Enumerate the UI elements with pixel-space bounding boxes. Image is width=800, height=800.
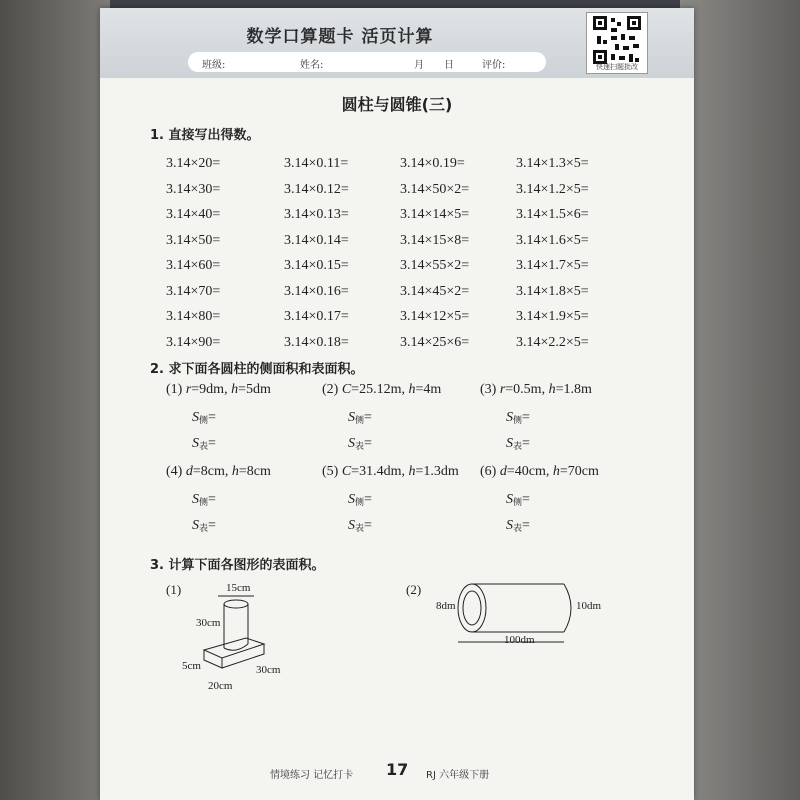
lateral-area-blank[interactable] — [506, 492, 530, 508]
cylinder-problem: (6) d=40cm, h=70cm — [480, 464, 599, 479]
cylinder-problem: (1) r=9dm, h=5dm — [166, 382, 271, 397]
qr-code-icon — [593, 16, 641, 64]
class-field-label: 班级: — [202, 60, 226, 71]
figure2-outer-diameter: 10dm — [576, 600, 602, 612]
equals-sign: = — [364, 410, 372, 425]
expression-item: 3.14×40= — [166, 207, 221, 222]
value-a: =31.4dm — [351, 464, 402, 479]
footer-left-text: 情境练习 记忆打卡 — [270, 770, 354, 781]
figure1-height: 30cm — [196, 617, 221, 629]
figure2-label: (2) — [406, 582, 422, 597]
area-subscript: 表 — [199, 442, 209, 452]
area-symbol: S — [506, 410, 513, 425]
expression-item: 3.14×15×8= — [400, 232, 470, 248]
footer-right-text: RJ 六年级下册 — [426, 770, 490, 781]
section2-heading: 2. 求下面各圆柱的侧面积和表面积。 — [150, 362, 364, 377]
area-subscript: 表 — [355, 442, 365, 452]
value-a: =9dm — [191, 382, 225, 397]
cylinder-problem: (4) d=8cm, h=8cm — [166, 464, 271, 479]
expression-item: 3.14×30= — [166, 181, 221, 197]
expression-item: 3.14×14×5= — [400, 207, 470, 222]
equals-sign: = — [522, 492, 530, 507]
equals-sign: = — [208, 436, 216, 451]
variable-b: h — [552, 464, 560, 479]
expression-item: 3.14×0.14= — [284, 232, 349, 248]
value-b: =1.3dm — [415, 464, 459, 479]
expression-item: 3.14×50×2= — [400, 181, 470, 197]
lesson-title: 圆柱与圆锥(三) — [341, 95, 453, 114]
expression-item: 3.14×70= — [166, 283, 221, 299]
section1-heading: 1. 直接写出得数。 — [150, 128, 260, 143]
evaluation-field-label: 评价: — [482, 60, 506, 71]
value-b: =1.8m — [555, 382, 592, 397]
figure2-length: 100dm — [504, 634, 535, 646]
expression-item: 3.14×12×5= — [400, 309, 470, 324]
student-info-bar — [188, 52, 546, 72]
variable-a: d — [499, 464, 507, 479]
expression-item: 3.14×0.12= — [284, 181, 349, 197]
expression-item: 3.14×1.9×5= — [516, 309, 589, 324]
expression-item: 3.14×0.16= — [284, 283, 349, 299]
lateral-area-blank[interactable] — [192, 410, 216, 426]
value-b: =8cm — [238, 464, 271, 479]
area-symbol: S — [506, 518, 513, 533]
equals-sign: = — [208, 518, 216, 533]
surface-area-blank[interactable] — [348, 518, 372, 534]
expression-item: 3.14×1.7×5= — [516, 258, 589, 273]
expression-item: 3.14×1.6×5= — [516, 232, 589, 248]
figure1-label: (1) — [166, 582, 182, 597]
surface-area-blank[interactable] — [192, 518, 216, 534]
area-symbol: S — [348, 492, 355, 507]
equals-sign: = — [522, 436, 530, 451]
expression-item: 3.14×20= — [166, 156, 221, 171]
variable-b: h — [231, 464, 239, 479]
expression-item: 3.14×0.13= — [284, 207, 349, 222]
name-field-label: 姓名: — [300, 60, 324, 71]
variable-a: r — [185, 382, 192, 397]
cylinder-problem: (2) C=25.12m, h=4m — [322, 382, 442, 397]
expression-item: 3.14×0.15= — [284, 258, 349, 273]
surface-area-blank[interactable] — [348, 436, 372, 452]
expression-item: 3.14×45×2= — [400, 283, 470, 299]
equals-sign: = — [522, 518, 530, 533]
value-b: =70cm — [559, 464, 599, 479]
expression-item: 3.14×50= — [166, 232, 221, 248]
problem-number: (4) — [166, 464, 183, 479]
expression-item: 3.14×25×6= — [400, 334, 470, 350]
equals-sign: = — [208, 492, 216, 507]
problem-number: (3) — [480, 382, 497, 397]
area-subscript: 侧 — [513, 498, 523, 508]
area-symbol: S — [192, 410, 199, 425]
worksheet-title: 数学口算题卡 活页计算 — [246, 27, 434, 47]
qr-code[interactable] — [586, 12, 648, 74]
equals-sign: = — [364, 436, 372, 451]
expression-item: 3.14×2.2×5= — [516, 334, 589, 350]
expression-item: 3.14×1.2×5= — [516, 181, 589, 197]
value-a: =0.5m — [505, 382, 542, 397]
area-symbol: S — [506, 492, 513, 507]
equals-sign: = — [364, 518, 372, 533]
expression-item: 3.14×0.19= — [400, 156, 465, 171]
value-b: =5dm — [238, 382, 271, 397]
figure1-base-height: 5cm — [182, 660, 201, 672]
value-a: =40cm — [506, 464, 546, 479]
photo-background-left — [0, 0, 110, 800]
area-subscript: 侧 — [513, 416, 523, 426]
variable-b: h — [231, 382, 239, 397]
area-symbol: S — [192, 436, 199, 451]
cylinder-problem: (5) C=31.4dm, h=1.3dm — [322, 464, 459, 479]
area-symbol: S — [506, 436, 513, 451]
variable-a: C — [341, 464, 352, 479]
area-subscript: 表 — [513, 524, 523, 534]
area-subscript: 侧 — [199, 498, 209, 508]
photo-background-right — [680, 0, 800, 800]
value-b: =4m — [415, 382, 442, 397]
equals-sign: = — [364, 492, 372, 507]
equals-sign: = — [208, 410, 216, 425]
variable-a: d — [185, 464, 193, 479]
variable-b: h — [548, 382, 556, 397]
problem-number: (1) — [166, 382, 183, 397]
section3-heading: 3. 计算下面各图形的表面积。 — [150, 558, 325, 573]
page-number: 17 — [386, 760, 409, 779]
variable-a: C — [341, 382, 352, 397]
expression-item: 3.14×1.3×5= — [516, 156, 589, 171]
lateral-area-blank[interactable] — [348, 492, 372, 508]
expression-item: 3.14×80= — [166, 309, 221, 324]
problem-number: (5) — [322, 464, 339, 479]
area-symbol: S — [348, 436, 355, 451]
worksheet-page — [100, 8, 694, 800]
figure1-base-depth: 30cm — [256, 664, 281, 676]
header-band — [100, 8, 694, 78]
month-field-label: 月 — [414, 60, 424, 71]
expression-item: 3.14×1.8×5= — [516, 283, 589, 299]
area-subscript: 侧 — [355, 498, 365, 508]
area-symbol: S — [348, 410, 355, 425]
area-subscript: 表 — [513, 442, 523, 452]
problem-number: (2) — [322, 382, 339, 397]
area-subscript: 侧 — [355, 416, 365, 426]
expression-item: 3.14×0.11= — [284, 156, 349, 171]
area-symbol: S — [348, 518, 355, 533]
surface-area-blank[interactable] — [506, 518, 530, 534]
variable-b: h — [408, 382, 416, 397]
lateral-area-blank[interactable] — [348, 410, 372, 426]
area-subscript: 表 — [199, 524, 209, 534]
problem-number: (6) — [480, 464, 497, 479]
expression-item: 3.14×90= — [166, 334, 221, 350]
surface-area-blank[interactable] — [192, 436, 216, 452]
figure2-inner-diameter: 8dm — [436, 600, 456, 612]
expression-item: 3.14×0.17= — [284, 309, 349, 324]
figure1-base-width: 20cm — [208, 680, 233, 692]
variable-b: h — [408, 464, 416, 479]
figure1-top-diameter: 15cm — [226, 582, 251, 594]
cylinder-problem: (3) r=0.5m, h=1.8m — [480, 382, 592, 397]
expression-item: 3.14×60= — [166, 258, 221, 273]
expression-item: 3.14×0.18= — [284, 334, 349, 350]
expression-item: 3.14×55×2= — [400, 258, 470, 273]
value-a: =8cm — [192, 464, 225, 479]
area-symbol: S — [192, 518, 199, 533]
expression-item: 3.14×1.5×6= — [516, 207, 589, 222]
area-subscript: 侧 — [199, 416, 209, 426]
area-symbol: S — [192, 492, 199, 507]
qr-caption: 快速扫题批改 — [596, 63, 638, 71]
figure1-drawing — [196, 588, 296, 686]
surface-area-blank[interactable] — [506, 436, 530, 452]
day-field-label: 日 — [444, 60, 454, 71]
lateral-area-blank[interactable] — [192, 492, 216, 508]
area-subscript: 表 — [355, 524, 365, 534]
equals-sign: = — [522, 410, 530, 425]
variable-a: r — [499, 382, 506, 397]
value-a: =25.12m — [351, 382, 402, 397]
lateral-area-blank[interactable] — [506, 410, 530, 426]
